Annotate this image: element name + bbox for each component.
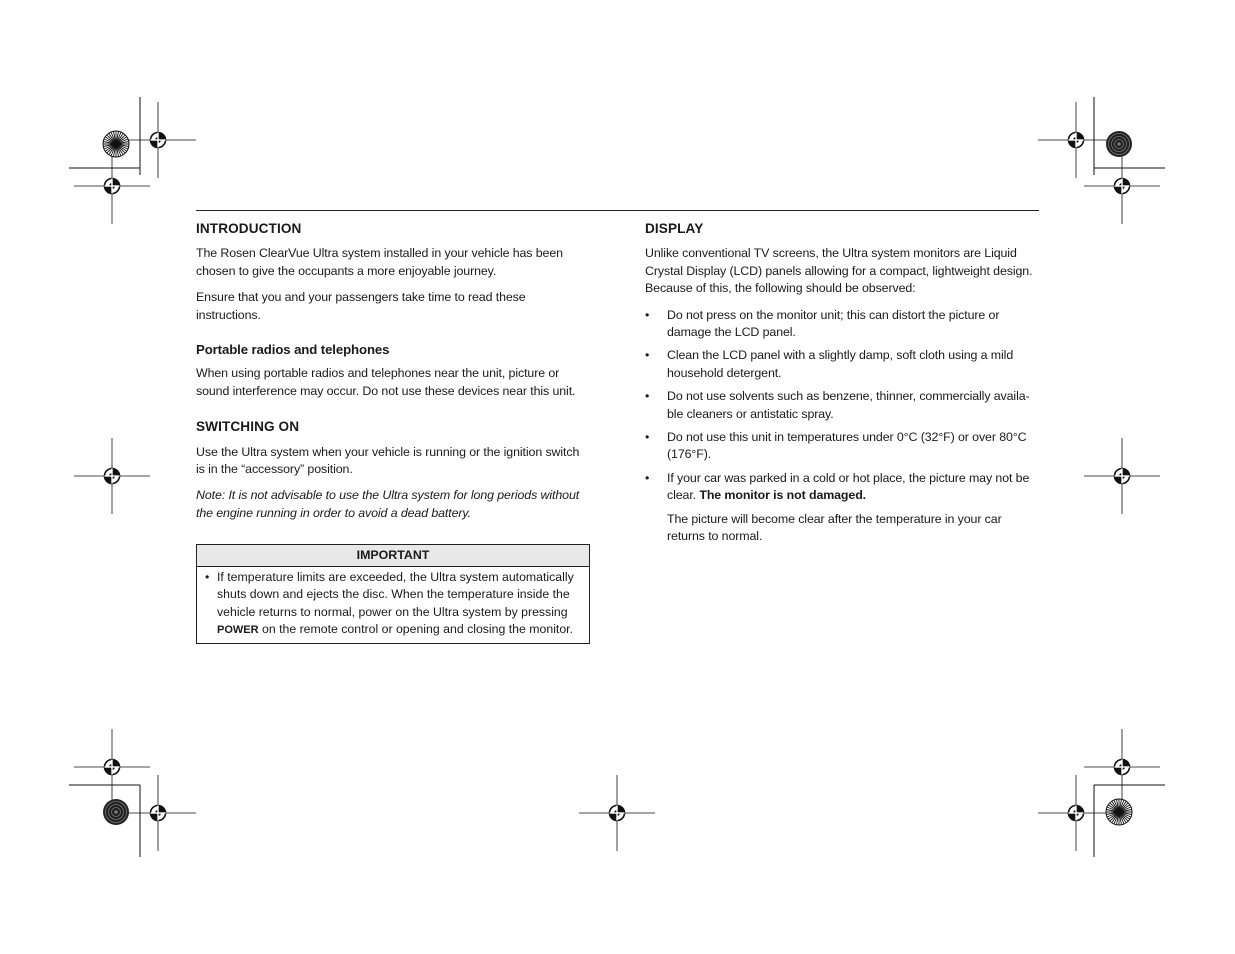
introduction-paragraph-2: Ensure that you and your passengers take time to read these instructions. — [196, 290, 526, 322]
switching-on-note: Note: It is not advisable to use the Ultra system for long periods without the engine running in order to avoid a dead battery. — [196, 488, 580, 520]
bullet: • — [645, 470, 650, 485]
display-bullet-list — [645, 307, 1039, 505]
switching-on-paragraph: Use the Ultra system when your vehicle is running or the ignition switch is in the “accessory” position. — [196, 444, 580, 477]
list-item — [645, 388, 1039, 423]
list-item-text: Do not use solvents such as benzene, thinner, commercially availa-ble cleaners or antistatic spray. — [667, 389, 1030, 421]
bullet: • — [645, 307, 650, 322]
list-item — [645, 470, 1039, 505]
bullet: • — [645, 430, 650, 445]
display-paragraph: Unlike conventional TV screens, the Ultra system monitors are Liquid Crystal Display (LCD) panels allowing for a compact, lightweight design. Because of this, the following should be observed: — [645, 246, 1033, 296]
list-item-text: Clean the LCD panel with a slightly damp, soft cloth using a mild household detergent. — [667, 348, 1014, 380]
portable-radios-heading: Portable radios and telephones — [196, 342, 390, 358]
important-box — [196, 544, 590, 644]
power-key-label: POWER — [217, 624, 259, 637]
introduction-heading: INTRODUCTION — [196, 221, 302, 236]
bullet: • — [205, 570, 210, 584]
bullet: • — [645, 348, 650, 363]
list-item — [645, 347, 1039, 382]
bullet: • — [645, 389, 650, 404]
temperature-followup-paragraph: The picture will become clear after the temperature in your car returns to normal. — [667, 511, 1002, 544]
important-body — [197, 567, 589, 643]
list-item — [645, 307, 1039, 342]
important-text-end: on the remote control or opening and closing the monitor. — [261, 622, 574, 637]
list-item-text: Do not use this unit in temperatures under 0°C (32°F) or over 80°C (176°F). — [667, 430, 1027, 462]
list-item-text: If your car was parked in a cold or hot place, the picture may not be clear. — [667, 470, 1030, 503]
important-text: If temperature limits are exceeded, the Ultra system automatically shuts down and ejects the disc. When the temperature inside the vehicle returns to normal, power on the Ultra system by pressing — [217, 570, 574, 619]
right-column — [645, 220, 1039, 555]
switching-on-heading: SWITCHING ON — [196, 419, 300, 435]
display-heading: DISPLAY — [645, 221, 704, 236]
monitor-not-damaged-text: The monitor is not damaged. — [699, 488, 867, 503]
important-title: IMPORTANT — [197, 545, 589, 567]
left-column — [196, 220, 591, 531]
portable-radios-paragraph: When using portable radios and telephones near the unit, picture or sound interference may occur. Do not use these devices near this unit. — [196, 366, 576, 398]
list-item — [645, 429, 1039, 464]
header-rule — [196, 210, 1039, 211]
list-item-text: Do not press on the monitor unit; this can distort the picture or damage the LCD panel. — [667, 307, 1000, 340]
introduction-paragraph-1: The Rosen ClearVue Ultra system installed in your vehicle has been chosen to give the occupants a more enjoyable journey. — [196, 246, 563, 278]
